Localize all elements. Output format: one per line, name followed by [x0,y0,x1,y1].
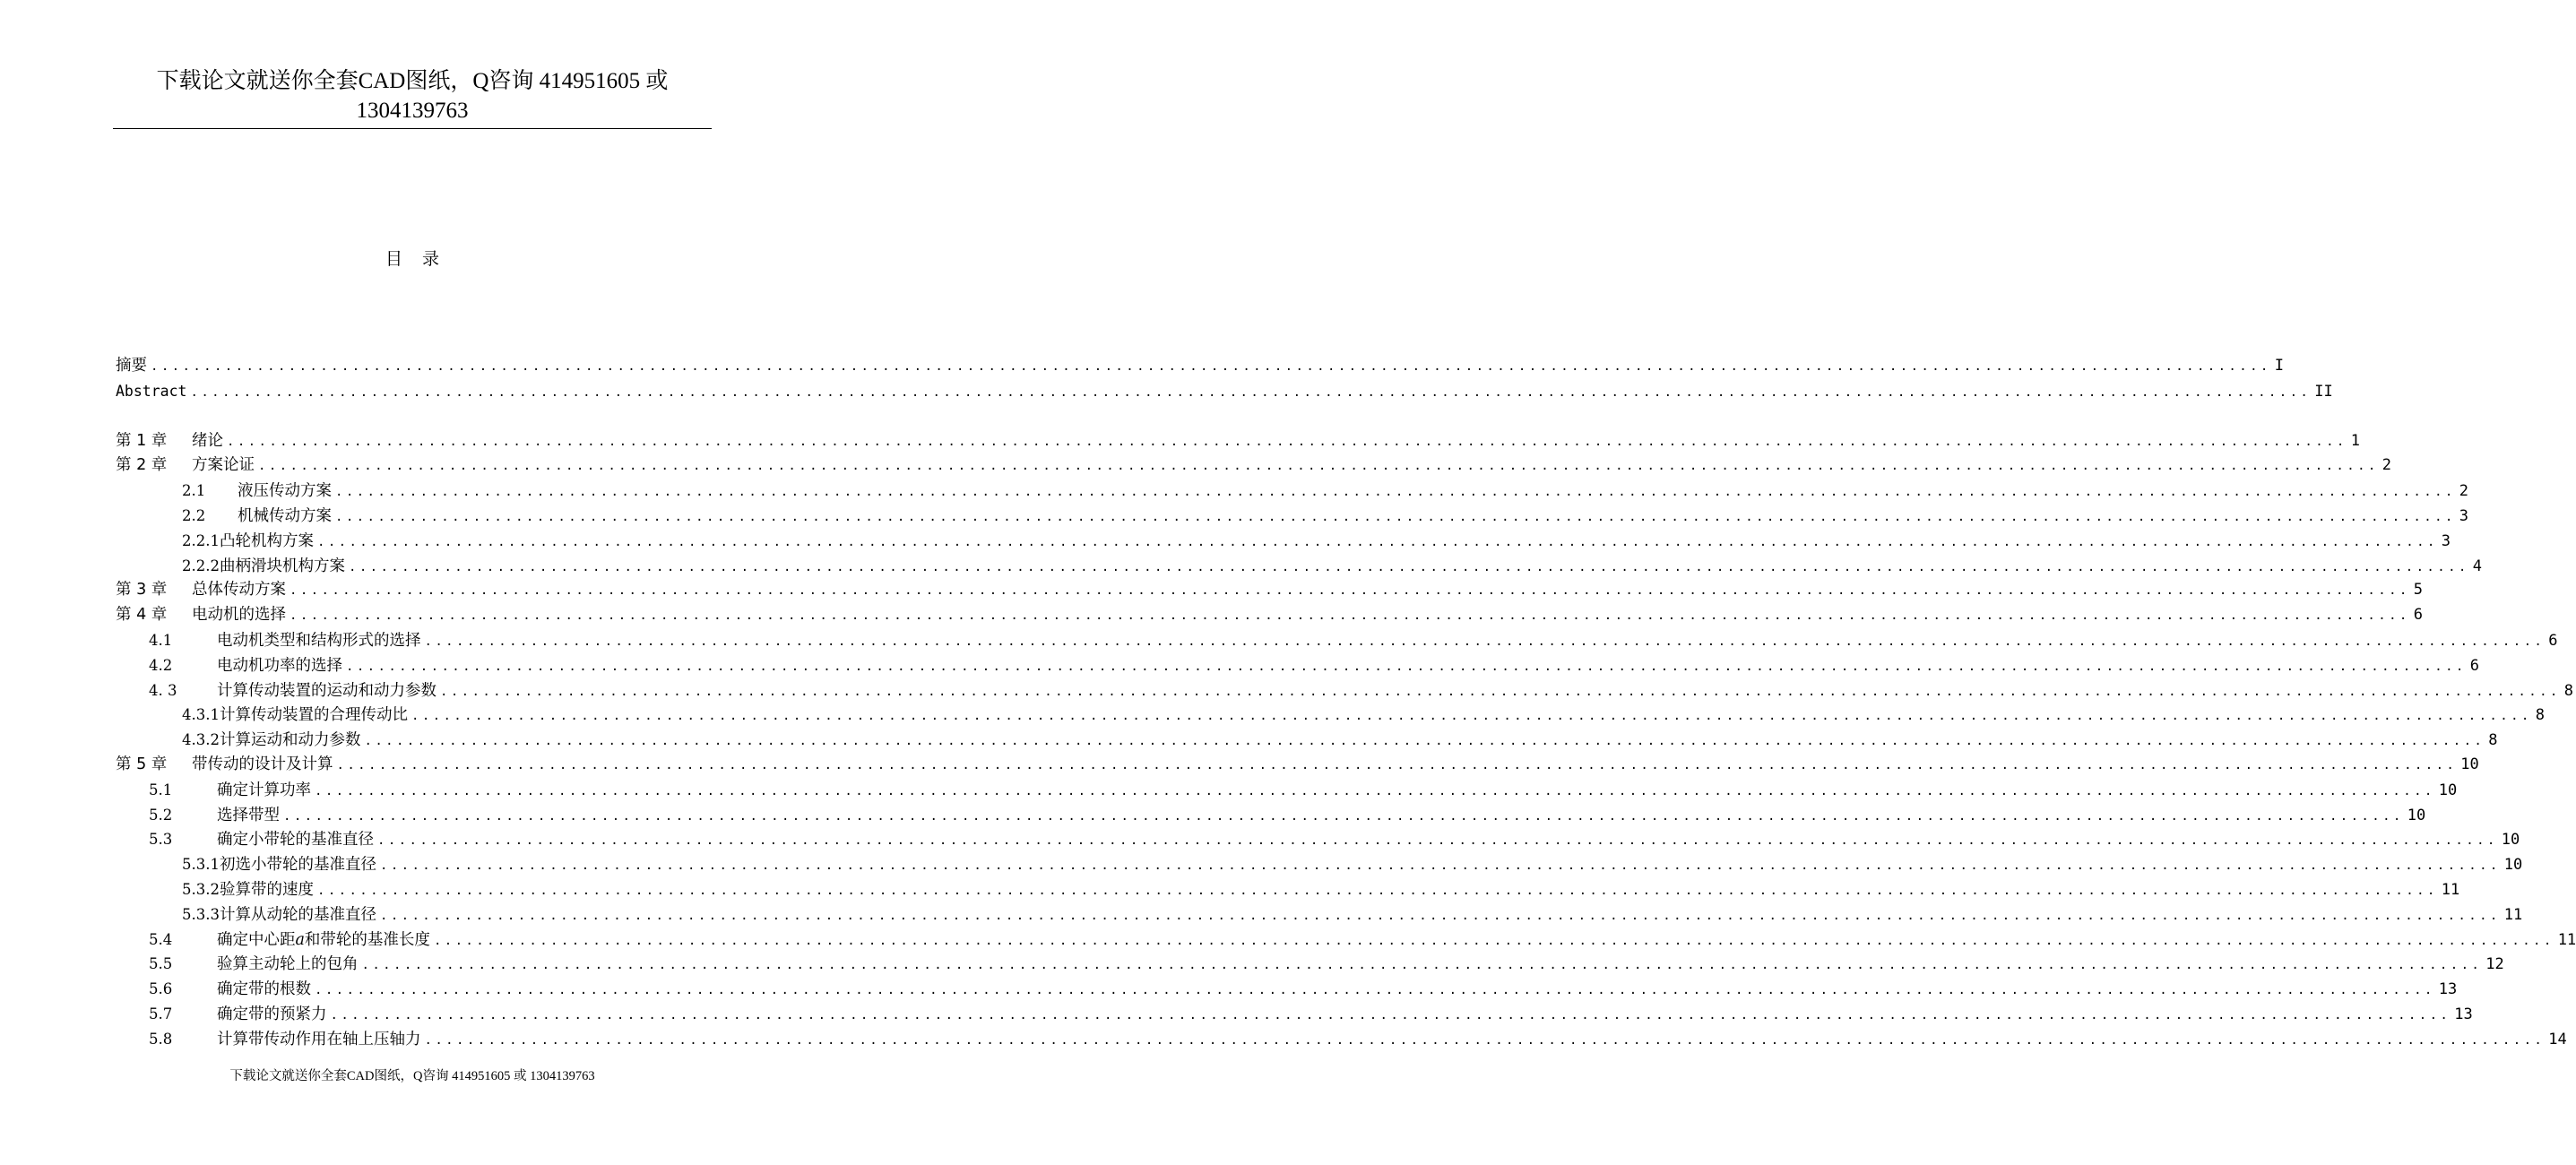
toc-entry-page: 11 [2503,905,2523,924]
dot-leader: ........................................................................................................................................................................................................ [190,384,2312,400]
toc-entry-number: 4.1 [149,631,173,649]
toc-entry-number: 5.3.3 [182,905,220,923]
toc-entry-label [182,728,360,754]
toc-entry-page: 11 [2557,930,2576,949]
page-header [0,66,825,125]
toc-entry-text: 机械传动方案 [238,506,332,525]
toc-entry[interactable] [116,678,2573,703]
toc-entry-text: 计算运动和动力参数 [219,731,361,750]
toc-entry-number: 5.6 [149,980,173,998]
dot-leader: ........................................................................................................................................................................................................ [315,783,2435,798]
toc-entry-label [116,453,255,479]
toc-entry-page: 11 [2441,880,2460,899]
toc-entry-label [182,529,314,555]
toc-entry-text: 确定计算功率 [217,781,311,799]
toc-entry-label [182,479,332,505]
toc-entry-page: 8 [2488,731,2498,750]
toc-entry-page: 5 [2413,581,2423,600]
dot-leader: ........................................................................................................................................................................................................ [379,908,2501,923]
toc-entry[interactable] [116,453,2391,479]
toc-entry-number: 2.2 [182,506,206,524]
toc-entry-text: 选择带型 [217,806,280,824]
toc-entry-number: 4.3.2 [182,731,220,749]
toc-entry[interactable] [116,778,2458,803]
dot-leader: ........................................................................................................................................................................................................ [315,983,2435,998]
toc-entry-number: 5.5 [149,955,173,973]
toc-entry-number: 2.2.1 [182,531,220,549]
toc-entry-number: 第 5 章 [116,755,168,773]
toc-entry-page: 6 [2413,606,2423,625]
page-footer: 下载论文就送你全套CAD图纸，Q咨询 414951605 或 1304139763 [229,1069,595,1083]
dot-leader: ........................................................................................................................................................................................................ [361,958,2483,973]
dot-leader: ........................................................................................................................................................................................................ [411,709,2532,724]
toc-entry-label [149,952,359,978]
dot-leader: ........................................................................................................................................................................................................ [346,659,2467,674]
header-divider [113,128,712,129]
toc-entry-label [182,703,408,729]
toc-entry-number: 5.3.1 [182,856,220,874]
table-of-contents [116,354,2576,1052]
header-line-2: 1304139763 [356,99,469,123]
toc-entry-text: 初选小带轮的基准直径 [219,856,376,875]
dot-leader: ........................................................................................................................................................................................................ [424,634,2546,649]
toc-entry[interactable] [116,803,2426,828]
toc-entry-text: 验算主动轮上的包角 [217,955,359,974]
dot-leader: ........................................................................................................................................................................................................ [316,883,2438,898]
toc-entry-page: 4 [2472,557,2482,575]
toc-entry-label [149,653,342,679]
dot-leader: ........................................................................................................................................................................................................ [379,859,2501,874]
toc-entry[interactable] [116,952,2504,977]
toc-entry-page: 3 [2459,506,2468,525]
toc-entry-text: 带传动的设计及计算 [192,755,333,773]
dot-leader: ........................................................................................................................................................................................................ [316,534,2438,549]
dot-leader: ........................................................................................................................................................................................................ [377,833,2498,849]
toc-entry-number: 2.1 [182,482,206,500]
toc-entry-text: 总体传动方案 [192,581,286,600]
dot-leader: ........................................................................................................................................................................................................ [283,808,2404,824]
toc-entry[interactable] [116,753,2479,778]
dot-leader: ........................................................................................................................................................................................................ [227,434,2347,449]
toc-entry-page: 1 [2350,431,2360,450]
toc-entry[interactable] [116,653,2479,678]
toc-entry-number: 第 2 章 [116,456,168,475]
toc-entry-label: 摘要 [116,357,147,375]
dot-leader: ........................................................................................................................................................................................................ [290,583,2410,599]
toc-entry-page: 12 [2485,955,2504,974]
toc-entry-text: 确定带的根数 [217,980,311,999]
dot-leader: ........................................................................................................................................................................................................ [258,459,2379,474]
toc-entry-number: 5.4 [149,930,173,948]
toc-entry-label [116,578,286,603]
toc-entry-text: 绪论 [192,431,223,450]
toc-entry-text: 液压传动方案 [238,482,332,501]
toc-entry-text: 电动机功率的选择 [217,656,342,675]
toc-entry-text: 计算从动轮的基准直径 [219,905,376,924]
toc-entry-label [149,678,437,704]
toc-entry-label [149,778,311,804]
toc-entry-number: 4. 3 [149,681,177,699]
toc-entry[interactable] [116,1027,2567,1052]
toc-entry-text: 计算带传动作用在轴上压轴力 [217,1030,421,1048]
toc-entry-number: 5.3.2 [182,880,220,898]
dot-leader: ........................................................................................................................................................................................................ [151,359,2271,374]
toc-entry-abstract-cn[interactable] [116,354,2284,379]
toc-entry-page: 13 [2438,980,2458,999]
toc-entry-label [182,877,314,903]
toc-entry[interactable] [116,928,2576,953]
toc-entry-number: 5.2 [149,806,173,824]
toc-entry-text: 方案论证 [192,456,255,475]
toc-entry[interactable] [116,429,2360,454]
dot-leader: ........................................................................................................................................................................................................ [330,1007,2451,1023]
toc-entry-page: 14 [2548,1030,2567,1048]
toc-entry-page: 8 [2535,706,2545,725]
toc-entry-page: 8 [2563,681,2573,700]
header-line-1: 下载论文就送你全套CAD图纸，Q咨询 414951605 或 [156,69,669,93]
toc-entry-number: 第 1 章 [116,431,168,450]
toc-entry-label: Abstract [116,382,187,400]
toc-entry-text: 电动机的选择 [192,606,286,625]
dot-leader: ........................................................................................................................................................................................................ [348,559,2469,574]
dot-leader: ........................................................................................................................................................................................................ [364,734,2485,749]
toc-entry[interactable] [116,504,2468,529]
toc-entry-number: 第 3 章 [116,581,168,600]
toc-entry-number: 2.2.2 [182,557,220,574]
toc-entry-text: 确定带的预紧力 [217,1005,327,1023]
toc-entry-number: 4.2 [149,656,173,674]
toc-entry[interactable] [116,1002,2473,1027]
toc-entry-page: 10 [2503,856,2523,875]
toc-entry[interactable] [116,827,2520,852]
dot-leader: ........................................................................................................................................................................................................ [335,509,2456,524]
toc-entry[interactable] [116,603,2423,628]
toc-entry-page: I [2274,357,2284,375]
toc-entry-page: 3 [2441,531,2451,550]
toc-entry-text: 凸轮机构方案 [219,531,314,550]
toc-entry[interactable] [116,703,2545,728]
toc-entry-label [116,429,223,454]
toc-entry[interactable] [116,479,2468,504]
toc-entry-page: 2 [2382,456,2391,475]
toc-entry-label [182,504,332,530]
toc-entry-text: 曲柄滑块机构方案 [219,557,345,575]
toc-entry-text: 计算传动装置的运动和动力参数 [217,681,437,700]
toc-entry-label [149,1002,327,1028]
toc-entry[interactable] [116,852,2523,877]
toc-entry-label [149,827,374,853]
toc-entry[interactable] [116,977,2458,1002]
toc-entry-label [149,928,430,954]
toc-entry-label [149,803,280,829]
toc-entry-page: 10 [2407,806,2426,824]
toc-entry-number: 5.1 [149,781,173,798]
dot-leader: ........................................................................................................................................................................................................ [440,684,2561,699]
toc-entry-page: 10 [2501,831,2520,850]
toc-entry-label [182,902,376,928]
toc-entry-number: 第 4 章 [116,606,168,625]
toc-title: 目录 [385,249,459,269]
toc-entry-label [182,554,345,580]
toc-entry[interactable] [116,877,2460,902]
toc-entry-page: 10 [2438,781,2458,799]
toc-entry-text: 计算传动装置的合理传动比 [219,706,408,725]
toc-entry[interactable] [116,529,2451,554]
toc-entry-label [149,977,311,1003]
toc-entry-number: 5.8 [149,1030,173,1048]
toc-entry-text: 验算带的速度 [219,880,314,899]
dot-leader: ........................................................................................................................................................................................................ [290,608,2410,624]
toc-entry-label [182,852,376,878]
toc-entry-abstract-en[interactable] [116,379,2333,404]
toc-entry-text: 确定中心距𝑎和带轮的基准长度 [217,930,430,949]
toc-entry-number: 5.7 [149,1005,173,1023]
toc-entry-number: 5.3 [149,831,173,849]
toc-entry-page: 6 [2548,631,2558,650]
toc-entry-page: II [2314,382,2333,401]
dot-leader: ........................................................................................................................................................................................................ [433,933,2554,948]
toc-entry[interactable] [116,628,2558,653]
toc-entry-page: 2 [2459,482,2468,501]
dot-leader: ........................................................................................................................................................................................................ [335,485,2456,500]
toc-entry-label [116,603,286,628]
dot-leader: ........................................................................................................................................................................................................ [424,1032,2546,1048]
toc-entry-text: 确定小带轮的基准直径 [217,831,374,850]
dot-leader: ........................................................................................................................................................................................................ [336,757,2458,772]
toc-entry-label [149,628,421,654]
toc-entry-text: 电动机类型和结构形式的选择 [217,631,421,650]
toc-entry-label [116,753,333,778]
toc-entry[interactable] [116,578,2423,603]
toc-entry-page: 13 [2454,1005,2473,1023]
toc-entry-number: 4.3.1 [182,706,220,724]
toc-entry[interactable] [116,728,2498,753]
toc-entry-page: 10 [2460,755,2479,773]
toc-entry[interactable] [116,554,2482,579]
toc-entry[interactable] [116,902,2523,928]
toc-entry-label [149,1027,421,1053]
toc-entry-page: 6 [2469,656,2479,675]
